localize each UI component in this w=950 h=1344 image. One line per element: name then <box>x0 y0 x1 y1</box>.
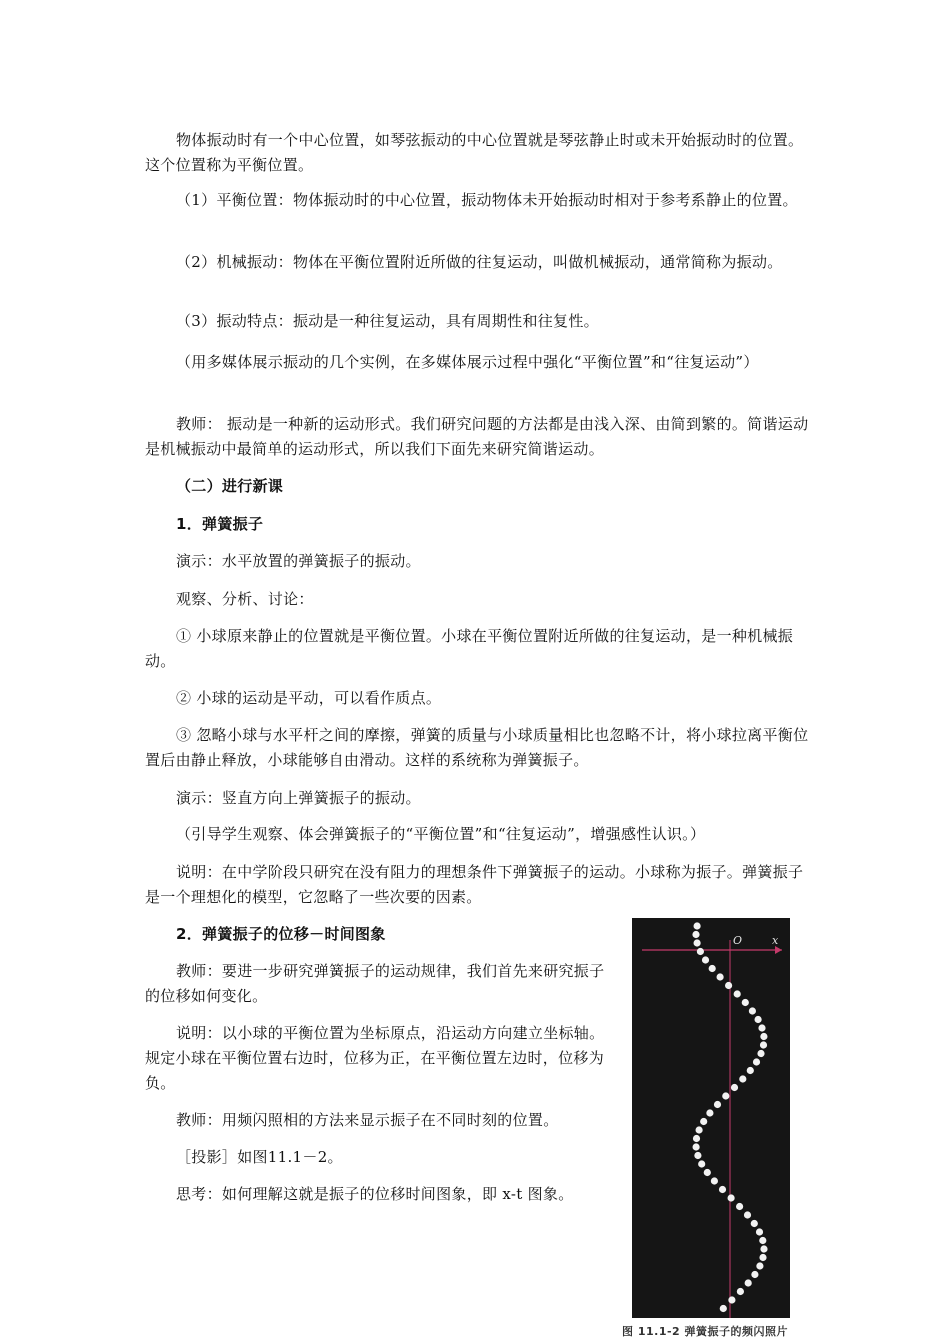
paragraph-equilibrium: （1）平衡位置：物体振动时的中心位置，振动物体未开始振动时相对于参考系静止的位置。 <box>176 191 798 209</box>
oscillator-dot <box>694 922 701 929</box>
oscillator-dot <box>709 965 716 972</box>
oscillator-dot <box>759 1254 766 1261</box>
oscillator-dot <box>700 1118 707 1125</box>
oscillator-dot <box>756 1262 763 1269</box>
paragraph-think: 思考：如何理解这就是振子的位移时间图象，即 x-t 图象。 <box>176 1185 574 1203</box>
oscillator-dot <box>736 1203 743 1210</box>
x-axis-label: x <box>772 934 779 947</box>
oscillator-dot <box>734 990 741 997</box>
section-heading-xt-graph: 2．弹簧振子的位移－时间图象 <box>176 925 386 943</box>
oscillator-dot <box>747 1067 754 1074</box>
paragraph-point-1: ① 小球原来静止的位置就是平衡位置。小球在平衡位置附近所做的往复运动，是一种机械振动。 <box>145 627 794 670</box>
paragraph-teacher-intro: 教师： 振动是一种新的运动形式。我们研究问题的方法都是由浅入深、由简到繁的。简谐运动是机械振动中最简单的运动形式，所以我们下面先来研究简谐运动。 <box>145 415 809 458</box>
paragraph-guide: （引导学生观察、体会弹簧振子的“平衡位置”和“往复运动”，增强感性认识。） <box>176 825 706 843</box>
oscillator-dot <box>760 1041 767 1048</box>
oscillator-dot <box>755 1016 762 1023</box>
section-heading-new-lesson: （二）进行新课 <box>176 477 284 495</box>
oscillator-dot <box>742 999 749 1006</box>
oscillator-dot <box>725 982 732 989</box>
paragraph-demo-vertical: 演示：竖直方向上弹簧振子的振动。 <box>176 789 421 807</box>
oscillator-dot <box>706 1109 713 1116</box>
oscillator-dot <box>731 1084 738 1091</box>
oscillator-dot <box>702 956 709 963</box>
paragraph-point-2: ② 小球的运动是平动，可以看作质点。 <box>176 689 442 707</box>
strobe-photo-figure <box>632 918 790 1318</box>
paragraph-mechanical-vibration: （2）机械振动：物体在平衡位置附近所做的往复运动，叫做机械振动，通常简称为振动。 <box>176 253 783 271</box>
oscillator-dot <box>694 1152 701 1159</box>
section-heading-spring-oscillator: 1．弹簧振子 <box>176 515 264 533</box>
oscillator-dot <box>697 948 704 955</box>
strobe-photo-image <box>632 918 790 1318</box>
oscillator-dot <box>704 1169 711 1176</box>
oscillator-dot <box>760 1245 767 1252</box>
paragraph-projection: ［投影］如图11.1－2。 <box>176 1148 343 1166</box>
oscillator-dot <box>759 1237 766 1244</box>
oscillator-dot <box>751 1271 758 1278</box>
oscillator-dot <box>693 1143 700 1150</box>
oscillator-dot <box>758 1024 765 1031</box>
oscillator-dot <box>714 1101 721 1108</box>
oscillator-dot <box>692 931 699 938</box>
oscillator-dot <box>756 1228 763 1235</box>
oscillator-dot <box>760 1033 767 1040</box>
oscillator-dot <box>694 939 701 946</box>
origin-label: O <box>733 934 743 947</box>
oscillator-dot <box>728 1296 735 1303</box>
oscillator-dot <box>696 1126 703 1133</box>
paragraph-multimedia: （用多媒体展示振动的几个实例，在多媒体展示过程中强化“平衡位置”和“往复运动”） <box>176 353 759 371</box>
oscillator-dot <box>722 1092 729 1099</box>
paragraph-observe: 观察、分析、讨论： <box>176 590 314 608</box>
oscillator-dot <box>739 1075 746 1082</box>
paragraph-point-3: ③ 忽略小球与水平杆之间的摩擦，弹簧的质量与小球质量相比也忽略不计，将小球拉离平衡位置后由静止释放，小球能够自由滑动。这样的系统称为弹簧振子。 <box>145 726 809 769</box>
paragraph-explanation: 说明：在中学阶段只研究在没有阻力的理想条件下弹簧振子的运动。小球称为振子。弹簧振子是一个理想化的模型，它忽略了一些次要的因素。 <box>145 863 804 906</box>
oscillator-dot <box>728 1194 735 1201</box>
paragraph-vibration-feature: （3）振动特点：振动是一种往复运动，具有周期性和往复性。 <box>176 312 599 330</box>
paragraph-teacher-displacement: 教师：要进一步研究弹簧振子的运动规律，我们首先来研究振子的位移如何变化。 <box>145 962 605 1005</box>
oscillator-dot <box>717 973 724 980</box>
oscillator-dot <box>753 1058 760 1065</box>
oscillator-dot <box>719 1186 726 1193</box>
paragraph-strobe: 教师：用频闪照相的方法来显示振子在不同时刻的位置。 <box>176 1111 559 1129</box>
oscillator-dot <box>711 1177 718 1184</box>
oscillator-dot <box>720 1305 727 1312</box>
oscillator-dot <box>737 1288 744 1295</box>
paragraph-coordinate: 说明：以小球的平衡位置为坐标原点，沿运动方向建立坐标轴。规定小球在平衡位置右边时，位移为正，在平衡位置左边时，位移为负。 <box>145 1024 605 1092</box>
paragraph-demo-horizontal: 演示：水平放置的弹簧振子的振动。 <box>176 552 421 570</box>
paragraph-center-position: 物体振动时有一个中心位置，如琴弦振动的中心位置就是琴弦静止时或未开始振动时的位置。这个位置称为平衡位置。 <box>145 131 804 174</box>
oscillator-dot <box>757 1050 764 1057</box>
oscillator-dot <box>698 1160 705 1167</box>
oscillator-dot <box>693 1135 700 1142</box>
oscillator-dot <box>749 1007 756 1014</box>
figure-caption: 图 11.1-2 弹簧振子的频闪照片 <box>622 1325 789 1338</box>
oscillator-dot <box>745 1279 752 1286</box>
oscillator-dot <box>751 1220 758 1227</box>
oscillator-dot <box>744 1211 751 1218</box>
